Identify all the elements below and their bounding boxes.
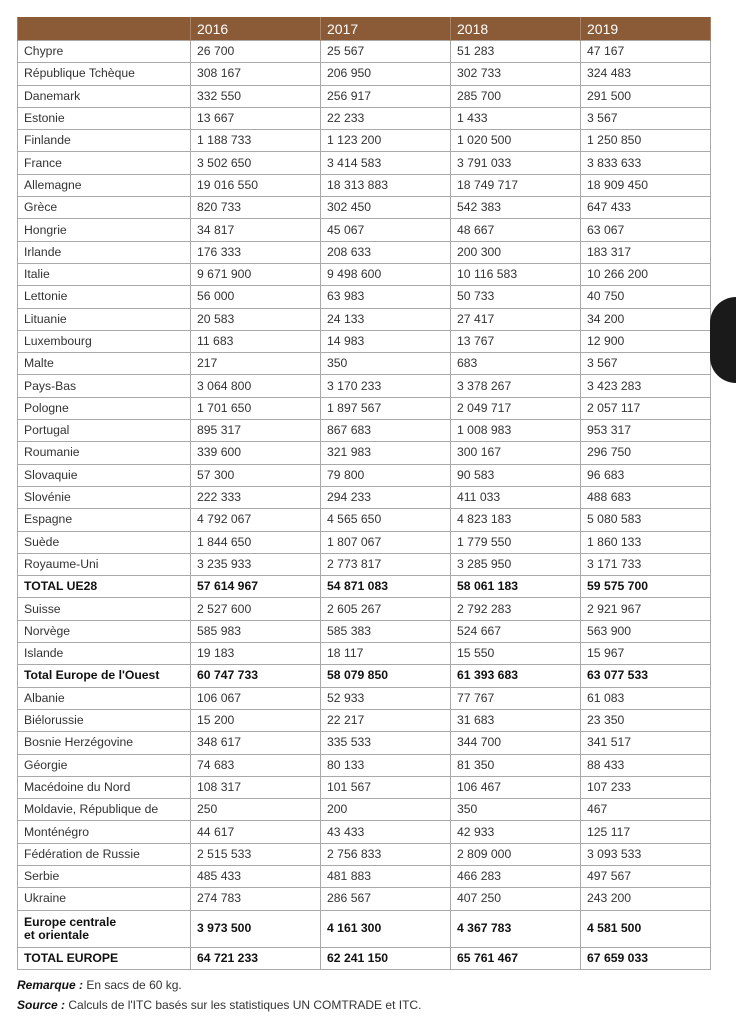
value-cell-2017: 2 756 833 [321,843,451,865]
value-cell-2016: 1 188 733 [191,130,321,152]
value-cell-2018: 344 700 [451,732,581,754]
value-cell-2018: 81 350 [451,754,581,776]
table-row [18,843,711,865]
table-row [18,353,711,375]
value-cell-2018: 350 [451,799,581,821]
value-cell-2017: 43 433 [321,821,451,843]
value-cell-2017: 206 950 [321,63,451,85]
row-label: Malte [18,353,191,375]
value-cell-2016: 3 064 800 [191,375,321,397]
value-cell-2018: 2 792 283 [451,598,581,620]
page-tab-marker [710,297,736,383]
table-row [18,286,711,308]
value-cell-2018: 4 823 183 [451,509,581,531]
value-cell-2018: 411 033 [451,486,581,508]
value-cell-2019: 23 350 [581,709,711,731]
value-cell-2016: 222 333 [191,486,321,508]
total-row [18,576,711,598]
value-cell-2018: 58 061 183 [451,576,581,598]
value-cell-2017: 62 241 150 [321,947,451,969]
value-cell-2019: 3 833 633 [581,152,711,174]
value-cell-2019: 243 200 [581,888,711,910]
value-cell-2018: 466 283 [451,865,581,887]
value-cell-2019: 96 683 [581,464,711,486]
value-cell-2018: 285 700 [451,85,581,107]
value-cell-2017: 335 533 [321,732,451,754]
value-cell-2019: 3 567 [581,353,711,375]
value-cell-2016: 34 817 [191,219,321,241]
row-label: Grèce [18,197,191,219]
row-label: Allemagne [18,174,191,196]
value-cell-2019: 34 200 [581,308,711,330]
value-cell-2016: 820 733 [191,197,321,219]
value-cell-2017: 9 498 600 [321,263,451,285]
value-cell-2016: 9 671 900 [191,263,321,285]
value-cell-2016: 3 235 933 [191,553,321,575]
value-cell-2017: 22 217 [321,709,451,731]
value-cell-2016: 4 792 067 [191,509,321,531]
value-cell-2019: 2 921 967 [581,598,711,620]
table-row [18,754,711,776]
source-text: Calculs de l'ITC basés sur les statistiques UN COMTRADE et ITC. [65,998,422,1012]
value-cell-2016: 485 433 [191,865,321,887]
row-label: Espagne [18,509,191,531]
table-body [18,41,711,970]
table-row [18,888,711,910]
row-label: Lettonie [18,286,191,308]
value-cell-2017: 18 117 [321,643,451,665]
value-cell-2017: 80 133 [321,754,451,776]
value-cell-2017: 585 383 [321,620,451,642]
value-cell-2018: 302 733 [451,63,581,85]
row-label: Europe centrale et orientale [18,910,191,947]
row-label: République Tchèque [18,63,191,85]
value-cell-2019: 67 659 033 [581,947,711,969]
value-cell-2018: 31 683 [451,709,581,731]
row-label: Chypre [18,41,191,63]
value-cell-2018: 1 433 [451,107,581,129]
value-cell-2017: 208 633 [321,241,451,263]
row-label: Danemark [18,85,191,107]
value-cell-2018: 200 300 [451,241,581,263]
row-label: Slovaquie [18,464,191,486]
header-cell-2018: 2018 [451,17,581,41]
value-cell-2019: 2 057 117 [581,397,711,419]
table-row [18,486,711,508]
value-cell-2017: 24 133 [321,308,451,330]
source-label: Source : [17,998,66,1012]
value-cell-2016: 13 667 [191,107,321,129]
value-cell-2019: 953 317 [581,420,711,442]
notes [17,977,421,1017]
table-row [18,509,711,531]
value-cell-2016: 250 [191,799,321,821]
value-cell-2016: 3 973 500 [191,910,321,947]
value-cell-2019: 3 093 533 [581,843,711,865]
value-cell-2018: 106 467 [451,776,581,798]
value-cell-2018: 3 378 267 [451,375,581,397]
value-cell-2017: 1 123 200 [321,130,451,152]
row-label: Pays-Bas [18,375,191,397]
total-row [18,947,711,969]
table-row [18,799,711,821]
value-cell-2018: 1 020 500 [451,130,581,152]
value-cell-2017: 1 807 067 [321,531,451,553]
value-cell-2018: 42 933 [451,821,581,843]
value-cell-2016: 108 317 [191,776,321,798]
value-cell-2018: 51 283 [451,41,581,63]
value-cell-2016: 332 550 [191,85,321,107]
row-label: Slovénie [18,486,191,508]
row-label: Islande [18,643,191,665]
total-row [18,910,711,947]
value-cell-2017: 321 983 [321,442,451,464]
value-cell-2019: 61 083 [581,687,711,709]
row-label: Finlande [18,130,191,152]
header-cell-2016: 2016 [191,17,321,41]
value-cell-2016: 348 617 [191,732,321,754]
value-cell-2019: 1 860 133 [581,531,711,553]
value-cell-2018: 50 733 [451,286,581,308]
value-cell-2016: 11 683 [191,330,321,352]
table-row [18,709,711,731]
value-cell-2017: 302 450 [321,197,451,219]
row-label: Irlande [18,241,191,263]
row-label: Bosnie Herzégovine [18,732,191,754]
value-cell-2016: 176 333 [191,241,321,263]
table-row [18,620,711,642]
value-cell-2016: 585 983 [191,620,321,642]
table-row [18,865,711,887]
row-label: France [18,152,191,174]
table-row [18,732,711,754]
value-cell-2016: 217 [191,353,321,375]
value-cell-2019: 1 250 850 [581,130,711,152]
table-row [18,263,711,285]
row-label: TOTAL EUROPE [18,947,191,969]
value-cell-2019: 563 900 [581,620,711,642]
value-cell-2018: 683 [451,353,581,375]
value-cell-2017: 256 917 [321,85,451,107]
value-cell-2016: 44 617 [191,821,321,843]
table-row [18,219,711,241]
header-cell-2017: 2017 [321,17,451,41]
table-row [18,130,711,152]
row-label: Biélorussie [18,709,191,731]
value-cell-2016: 26 700 [191,41,321,63]
value-cell-2018: 4 367 783 [451,910,581,947]
table-row [18,821,711,843]
value-cell-2019: 63 077 533 [581,665,711,687]
value-cell-2017: 45 067 [321,219,451,241]
value-cell-2017: 52 933 [321,687,451,709]
value-cell-2016: 2 527 600 [191,598,321,620]
value-cell-2016: 106 067 [191,687,321,709]
table-row [18,197,711,219]
row-label: Albanie [18,687,191,709]
row-label: Estonie [18,107,191,129]
row-label: Royaume-Uni [18,553,191,575]
value-cell-2019: 3 423 283 [581,375,711,397]
row-label: Moldavie, République de [18,799,191,821]
table-row [18,308,711,330]
remark-text: En sacs de 60 kg. [83,978,182,992]
table-row [18,152,711,174]
row-label: TOTAL UE28 [18,576,191,598]
value-cell-2016: 308 167 [191,63,321,85]
row-label: Italie [18,263,191,285]
value-cell-2018: 15 550 [451,643,581,665]
table-row [18,63,711,85]
value-cell-2019: 15 967 [581,643,711,665]
value-cell-2017: 79 800 [321,464,451,486]
value-cell-2019: 88 433 [581,754,711,776]
table-row [18,464,711,486]
value-cell-2017: 294 233 [321,486,451,508]
value-cell-2017: 481 883 [321,865,451,887]
value-cell-2017: 2 605 267 [321,598,451,620]
value-cell-2017: 286 567 [321,888,451,910]
table-row [18,598,711,620]
value-cell-2018: 77 767 [451,687,581,709]
value-cell-2018: 10 116 583 [451,263,581,285]
value-cell-2019: 488 683 [581,486,711,508]
value-cell-2017: 4 161 300 [321,910,451,947]
value-cell-2019: 125 117 [581,821,711,843]
table-row [18,241,711,263]
row-label: Fédération de Russie [18,843,191,865]
value-cell-2018: 524 667 [451,620,581,642]
value-cell-2019: 467 [581,799,711,821]
value-cell-2018: 1 779 550 [451,531,581,553]
row-label: Ukraine [18,888,191,910]
value-cell-2016: 15 200 [191,709,321,731]
value-cell-2017: 14 983 [321,330,451,352]
value-cell-2017: 101 567 [321,776,451,798]
value-cell-2017: 54 871 083 [321,576,451,598]
value-cell-2019: 4 581 500 [581,910,711,947]
row-label: Serbie [18,865,191,887]
row-label: Total Europe de l'Ouest [18,665,191,687]
value-cell-2016: 895 317 [191,420,321,442]
value-cell-2016: 74 683 [191,754,321,776]
value-cell-2016: 57 300 [191,464,321,486]
header-cell-2019: 2019 [581,17,711,41]
data-table [17,17,711,970]
row-label: Portugal [18,420,191,442]
value-cell-2019: 341 517 [581,732,711,754]
row-label: Hongrie [18,219,191,241]
value-cell-2017: 63 983 [321,286,451,308]
value-cell-2019: 107 233 [581,776,711,798]
table-row [18,531,711,553]
value-cell-2019: 5 080 583 [581,509,711,531]
value-cell-2018: 3 285 950 [451,553,581,575]
value-cell-2018: 2 049 717 [451,397,581,419]
header-row [18,17,711,41]
value-cell-2019: 296 750 [581,442,711,464]
row-label: Lituanie [18,308,191,330]
value-cell-2019: 324 483 [581,63,711,85]
value-cell-2017: 867 683 [321,420,451,442]
row-label: Monténégro [18,821,191,843]
remark-label: Remarque : [17,978,84,992]
value-cell-2018: 18 749 717 [451,174,581,196]
value-cell-2019: 18 909 450 [581,174,711,196]
value-cell-2016: 1 844 650 [191,531,321,553]
value-cell-2018: 61 393 683 [451,665,581,687]
value-cell-2019: 497 567 [581,865,711,887]
table-row [18,375,711,397]
value-cell-2017: 22 233 [321,107,451,129]
table-row [18,85,711,107]
value-cell-2017: 25 567 [321,41,451,63]
table-row [18,107,711,129]
table-row [18,174,711,196]
value-cell-2017: 3 414 583 [321,152,451,174]
value-cell-2016: 339 600 [191,442,321,464]
value-cell-2016: 19 016 550 [191,174,321,196]
value-cell-2017: 350 [321,353,451,375]
value-cell-2016: 19 183 [191,643,321,665]
table-row [18,41,711,63]
value-cell-2018: 3 791 033 [451,152,581,174]
value-cell-2016: 60 747 733 [191,665,321,687]
value-cell-2019: 63 067 [581,219,711,241]
value-cell-2018: 90 583 [451,464,581,486]
table-row [18,330,711,352]
value-cell-2017: 1 897 567 [321,397,451,419]
source-note [17,997,421,1017]
total-row [18,665,711,687]
value-cell-2019: 10 266 200 [581,263,711,285]
value-cell-2018: 48 667 [451,219,581,241]
value-cell-2019: 3 567 [581,107,711,129]
value-cell-2019: 291 500 [581,85,711,107]
value-cell-2017: 2 773 817 [321,553,451,575]
value-cell-2018: 542 383 [451,197,581,219]
row-label: Roumanie [18,442,191,464]
row-label: Norvège [18,620,191,642]
table-row [18,776,711,798]
value-cell-2017: 58 079 850 [321,665,451,687]
row-label: Géorgie [18,754,191,776]
row-label: Luxembourg [18,330,191,352]
value-cell-2017: 18 313 883 [321,174,451,196]
value-cell-2016: 57 614 967 [191,576,321,598]
table-row [18,442,711,464]
value-cell-2019: 59 575 700 [581,576,711,598]
value-cell-2018: 27 417 [451,308,581,330]
table-row [18,687,711,709]
value-cell-2019: 3 171 733 [581,553,711,575]
remark-note [17,977,421,997]
value-cell-2017: 200 [321,799,451,821]
value-cell-2018: 2 809 000 [451,843,581,865]
value-cell-2016: 3 502 650 [191,152,321,174]
value-cell-2019: 12 900 [581,330,711,352]
value-cell-2018: 300 167 [451,442,581,464]
value-cell-2016: 2 515 533 [191,843,321,865]
value-cell-2016: 20 583 [191,308,321,330]
value-cell-2018: 65 761 467 [451,947,581,969]
row-label: Pologne [18,397,191,419]
value-cell-2016: 1 701 650 [191,397,321,419]
row-label: Suisse [18,598,191,620]
value-cell-2018: 407 250 [451,888,581,910]
value-cell-2019: 47 167 [581,41,711,63]
value-cell-2016: 274 783 [191,888,321,910]
value-cell-2019: 183 317 [581,241,711,263]
value-cell-2018: 13 767 [451,330,581,352]
table-row [18,397,711,419]
table-row [18,643,711,665]
header-cell-label [18,17,191,41]
row-label: Suède [18,531,191,553]
value-cell-2019: 647 433 [581,197,711,219]
value-cell-2018: 1 008 983 [451,420,581,442]
value-cell-2016: 56 000 [191,286,321,308]
value-cell-2017: 4 565 650 [321,509,451,531]
value-cell-2016: 64 721 233 [191,947,321,969]
table-row [18,420,711,442]
table-row [18,553,711,575]
value-cell-2019: 40 750 [581,286,711,308]
value-cell-2017: 3 170 233 [321,375,451,397]
row-label: Macédoine du Nord [18,776,191,798]
